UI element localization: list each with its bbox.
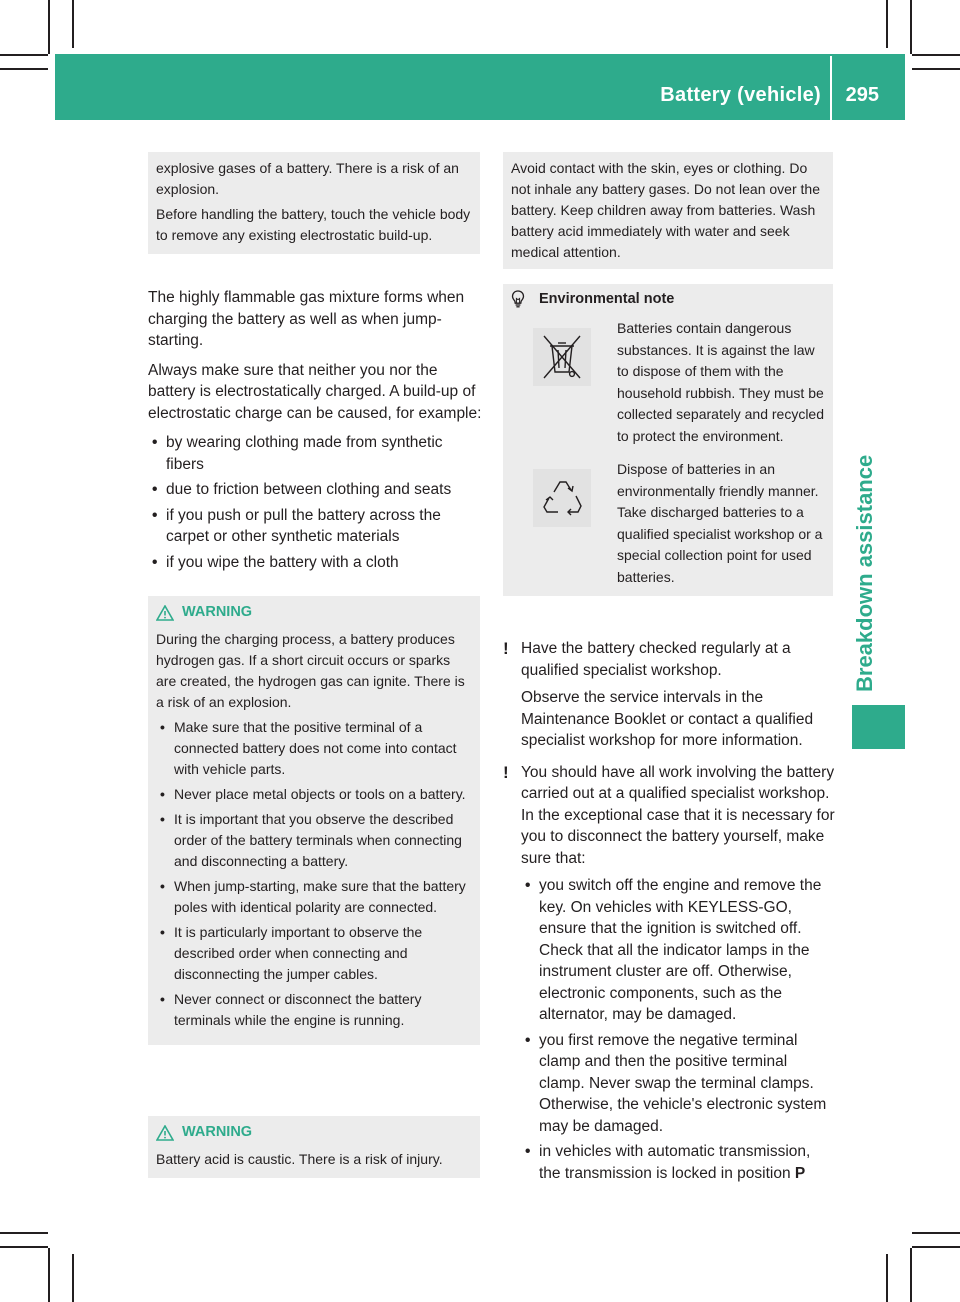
warning-list-item: • Make sure that the positive terminal of a connected battery does not come into contact with vehicle parts. <box>156 717 472 780</box>
note-item <box>503 638 835 752</box>
list-item: • by wearing clothing made from synthetic fibers <box>148 432 483 475</box>
right-notes <box>503 638 835 1194</box>
warning-list-item: • It is particularly important to observe the described order when connecting and disconnecting the jumper cables. <box>156 922 472 985</box>
note-list-item: • you switch off the engine and remove the key. On vehicles with KEYLESS-GO, ensure that the ignition is switched off. Check that all the indicator lamps in the instrument cluster are off. Otherwise, electronic components, such as the alternator, may be damaged. <box>521 875 835 1026</box>
warning-list-item: • It is important that you observe the described order of the battery terminals when connecting and disconnecting a battery. <box>156 809 472 872</box>
crop-mark <box>0 54 48 56</box>
left-body <box>148 287 483 577</box>
lightbulb-icon <box>511 290 525 308</box>
environmental-note-box <box>503 284 833 596</box>
note-text: You should have all work involving the battery carried out at a qualified specialist workshop. In the exceptional case that it is necessary for you to disconnect the battery yourself, make sure that: <box>521 763 835 867</box>
note-list-item: • you first remove the negative terminal clamp and then the positive terminal clamp. Never swap the terminal clamps. Otherwise, the vehicle's electronic system may be damaged. <box>521 1030 835 1138</box>
environmental-text: Batteries contain dangerous substances. It is against the law to dispose of them with the household rubbish. They must be collected separately and recycled to protect the environment. <box>617 320 825 444</box>
crop-mark <box>912 68 960 70</box>
box-text: Avoid contact with the skin, eyes or clothing. Do not inhale any battery gases. Do not lean over the battery. Keep children away from batteries. Wash battery acid immediately with water and seek medical attention. <box>511 160 820 260</box>
crop-mark <box>0 1232 48 1234</box>
box-text: Before handling the battery, touch the vehicle body to remove any existing electrostatic build-up. <box>156 206 471 243</box>
list-item: • if you wipe the battery with a cloth <box>148 552 483 574</box>
section-side-tab <box>852 705 905 749</box>
warning-triangle-icon <box>156 1125 174 1141</box>
note-item <box>503 762 835 1185</box>
warning-continuation-box <box>148 152 480 254</box>
warning-intro: During the charging process, a battery produces hydrogen gas. If a short circuit occurs or sparks are created, the hydrogen gas can ignite. There is a risk of an explosion. <box>156 631 465 710</box>
crop-mark <box>0 1246 48 1248</box>
environmental-note-heading <box>511 290 829 308</box>
header-divider <box>830 56 832 120</box>
body-paragraph: The highly flammable gas mixture forms when charging the battery as well as when jump-starting. <box>148 289 465 349</box>
page-header <box>55 54 905 120</box>
warning-text: Battery acid is caustic. There is a risk of injury. <box>156 1151 443 1167</box>
crossed-bin-icon <box>533 328 591 386</box>
note-list-text: in vehicles with automatic transmission, the transmission is locked in position <box>539 1143 811 1182</box>
environmental-item <box>511 459 829 588</box>
crop-mark <box>886 1254 888 1302</box>
recycling-icon <box>533 469 591 527</box>
note-list-item <box>521 1141 835 1184</box>
crop-mark <box>912 54 960 56</box>
crop-mark <box>910 1248 912 1302</box>
warning-heading <box>156 1122 472 1143</box>
list-item: • if you push or pull the battery across the carpet or other synthetic materials <box>148 505 483 548</box>
crop-mark <box>886 0 888 48</box>
section-side-label: Breakdown assistance <box>852 454 877 692</box>
box-text: explosive gases of a battery. There is a risk of an explosion. <box>156 160 459 197</box>
warning-list-item: • When jump-starting, make sure that the battery poles with identical polarity are connected. <box>156 876 472 918</box>
note-text: Have the battery checked regularly at a qualified specialist workshop. <box>521 640 791 679</box>
warning-title: WARNING <box>182 1124 253 1140</box>
warning-list-item: • Never connect or disconnect the battery terminals while the engine is running. <box>156 989 472 1031</box>
warning-box-explosion <box>148 596 480 1045</box>
note-text: Observe the service intervals in the Maintenance Booklet or contact a qualified specialist workshop for more information. <box>521 689 814 749</box>
page-title: Battery (vehicle) <box>660 84 821 106</box>
crop-mark <box>72 1254 74 1302</box>
crop-mark <box>72 0 74 48</box>
environmental-item <box>511 318 829 447</box>
crop-mark <box>48 0 50 54</box>
left-column <box>148 152 480 254</box>
crop-mark <box>910 0 912 54</box>
warning-heading <box>156 602 472 623</box>
environmental-text: Dispose of batteries in an environmentally friendly manner. Take discharged batteries to a qualified specialist workshop or a special collection point for used batteries. <box>617 461 823 585</box>
crop-mark <box>0 68 48 70</box>
crop-mark <box>912 1246 960 1248</box>
body-paragraph: Always make sure that neither you nor the battery is electrostatically charged. A build-up of electrostatic charge can be caused, for example: <box>148 361 482 422</box>
page-number: 295 <box>845 84 879 106</box>
notice-icon: ! <box>503 639 509 658</box>
list-item: • due to friction between clothing and seats <box>148 479 483 501</box>
warning-triangle-icon <box>156 605 174 621</box>
gear-position: P <box>794 1164 806 1182</box>
environmental-note-title: Environmental note <box>539 291 675 307</box>
crop-mark <box>48 1248 50 1302</box>
warning-title: WARNING <box>182 604 253 620</box>
crop-mark <box>912 1232 960 1234</box>
notice-icon: ! <box>503 762 509 782</box>
warning-list-item: • Never place metal objects or tools on a battery. <box>156 784 472 805</box>
warning-box-acid <box>148 1116 480 1178</box>
warning-continuation-box-right <box>503 152 833 269</box>
